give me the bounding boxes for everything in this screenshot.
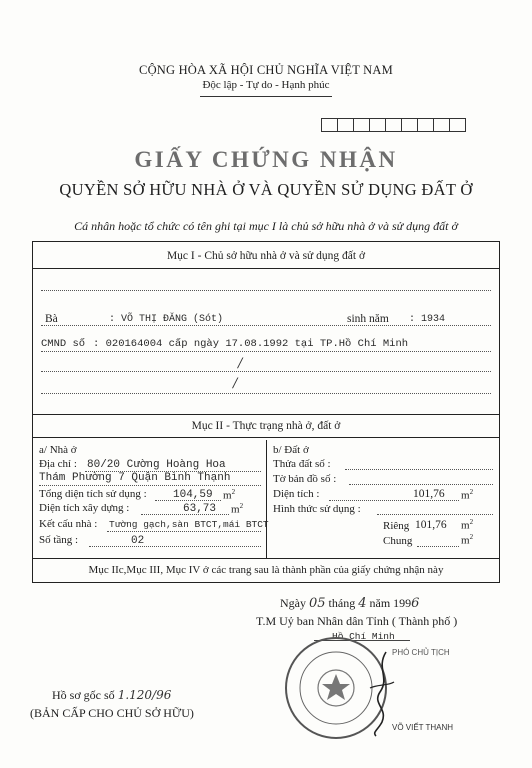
map-dotline — [349, 483, 493, 485]
usage-dotline — [377, 513, 493, 515]
section2-heading: Mục II - Thực trạng nhà ở, đất ở — [191, 420, 341, 432]
divider — [33, 414, 499, 415]
built-area-label: Diện tích xây dựng : — [39, 502, 130, 514]
structure-dotline — [107, 530, 261, 532]
address-value-1: 80/20 Cường Hoàng Hoa — [87, 459, 226, 471]
unit-m: m — [223, 489, 232, 502]
unit-m: m — [461, 519, 470, 532]
motto-underline — [200, 96, 332, 97]
private-unit: $m^2$ — [461, 518, 474, 532]
plot-dotline — [345, 468, 493, 470]
copy-note: (BẢN CẤP CHO CHỦ SỞ HỮU) — [30, 706, 194, 720]
year-label: năm 199 — [369, 596, 412, 610]
column-divider — [266, 440, 267, 558]
document-title: GIẤY CHỨNG NHẬN — [134, 147, 398, 172]
blank-line — [41, 280, 491, 291]
blank-dotline-2 — [41, 392, 491, 394]
intro-text: Cá nhân hoặc tổ chức có tên ghi tại mục I là chủ sở hữu nhà ở và sử dụng đất ở — [74, 219, 458, 233]
total-area-dotline — [155, 499, 221, 501]
birth-year-value: : 1934 — [409, 314, 446, 325]
total-area-unit: $m^2$ — [223, 488, 236, 502]
address-dotline-2 — [39, 484, 261, 486]
total-area-value: 104,59 — [173, 489, 213, 501]
unit-m: m — [461, 534, 470, 547]
signer-name: VÕ VIẾT THANH — [392, 723, 454, 732]
year-value: 6 — [411, 596, 420, 611]
unit-m: m — [231, 503, 240, 516]
private-label: Riêng — [383, 520, 410, 532]
footer-note: Mục IIc,Mục III, Mục IV ở các trang sau là thành phần của giấy chứng nhận này — [88, 564, 444, 576]
structure-value: Tường gạch,sàn BTCT,mái BTCT — [109, 519, 269, 530]
built-area-unit: $m^2$ — [231, 502, 244, 516]
serial-number-boxes — [322, 118, 466, 132]
built-area-dotline — [141, 513, 229, 515]
section1-heading: Mục I - Chủ sở hữu nhà ở và sử dụng đất ở — [166, 250, 366, 262]
land-area-label: Diện tích : — [273, 488, 320, 500]
total-area-label: Tổng diện tích sử dụng : — [39, 488, 147, 500]
month-value: 4 — [358, 596, 367, 611]
built-area-value: 63,73 — [183, 503, 217, 515]
birth-year-label: sinh năm — [347, 313, 389, 325]
city-name: Hồ Chí Minh — [332, 631, 395, 642]
certificate-table — [32, 241, 500, 583]
vice-chairman-title: PHÓ CHỦ TỊCH — [392, 648, 450, 657]
day-value: 05 — [309, 596, 326, 611]
month-label: tháng — [328, 596, 356, 610]
floors-value: 02 — [131, 535, 145, 547]
address-label: Địa chỉ : — [39, 458, 77, 470]
id-card-value: : 020164004 cấp ngày 17.08.1992 tại TP.Hồ Chí Minh — [93, 338, 409, 350]
structure-label: Kết cấu nhà : — [39, 518, 98, 530]
address-value-2: Thám Phường 7 Quận Bình Thạnh — [39, 472, 231, 484]
document-subtitle: QUYỀN SỞ HỮU NHÀ Ở VÀ QUYỀN SỬ DỤNG ĐẤT Ở — [59, 180, 473, 199]
shared-unit: $m^2$ — [461, 533, 474, 547]
map-sheet-label: Tờ bản đồ số : — [273, 473, 337, 485]
issue-date — [280, 596, 419, 611]
shared-dotline — [417, 545, 459, 547]
issuing-authority: T.M Uỷ ban Nhân dân Tỉnh ( Thành phố ) — [256, 614, 458, 628]
land-area-dotline — [329, 499, 459, 501]
house-section-title: a/ Nhà ở — [39, 444, 77, 456]
file-number-label: Hồ sơ gốc số — [52, 688, 115, 702]
floors-dotline — [89, 545, 261, 547]
unit-m: m — [461, 489, 470, 502]
file-number — [52, 688, 171, 703]
owner-label: Bà — [45, 313, 58, 325]
divider — [33, 268, 499, 269]
land-section-title: b/ Đất ở — [273, 444, 309, 456]
slash-mark-2: / — [233, 376, 238, 391]
shared-label: Chung — [383, 535, 413, 547]
divider — [33, 558, 499, 559]
land-area-unit: $m^2$ — [461, 488, 474, 502]
floors-label: Số tầng : — [39, 534, 79, 546]
usage-type-label: Hình thức sử dụng : — [273, 503, 361, 515]
day-label: Ngày — [280, 596, 306, 610]
slash-mark: / — [238, 356, 243, 371]
motto: Độc lập - Tự do - Hạnh phúc — [202, 79, 330, 91]
republic-header: CỘNG HÒA XÃ HỘI CHỦ NGHĨA VIỆT NAM — [139, 63, 393, 77]
divider — [33, 437, 499, 438]
file-number-value: 1.120/96 — [117, 688, 172, 702]
private-value: 101,76 — [415, 519, 447, 531]
owner-dotline — [41, 324, 491, 326]
plot-number-label: Thửa đất số : — [273, 458, 331, 470]
land-area-value: 101,76 — [413, 488, 445, 500]
id-card-label: CMND số — [41, 338, 86, 350]
id-dotline — [41, 350, 491, 352]
owner-name: : VÕ THỊ ĐĂNG (Sót) — [109, 314, 224, 325]
blank-dotline — [41, 370, 491, 372]
